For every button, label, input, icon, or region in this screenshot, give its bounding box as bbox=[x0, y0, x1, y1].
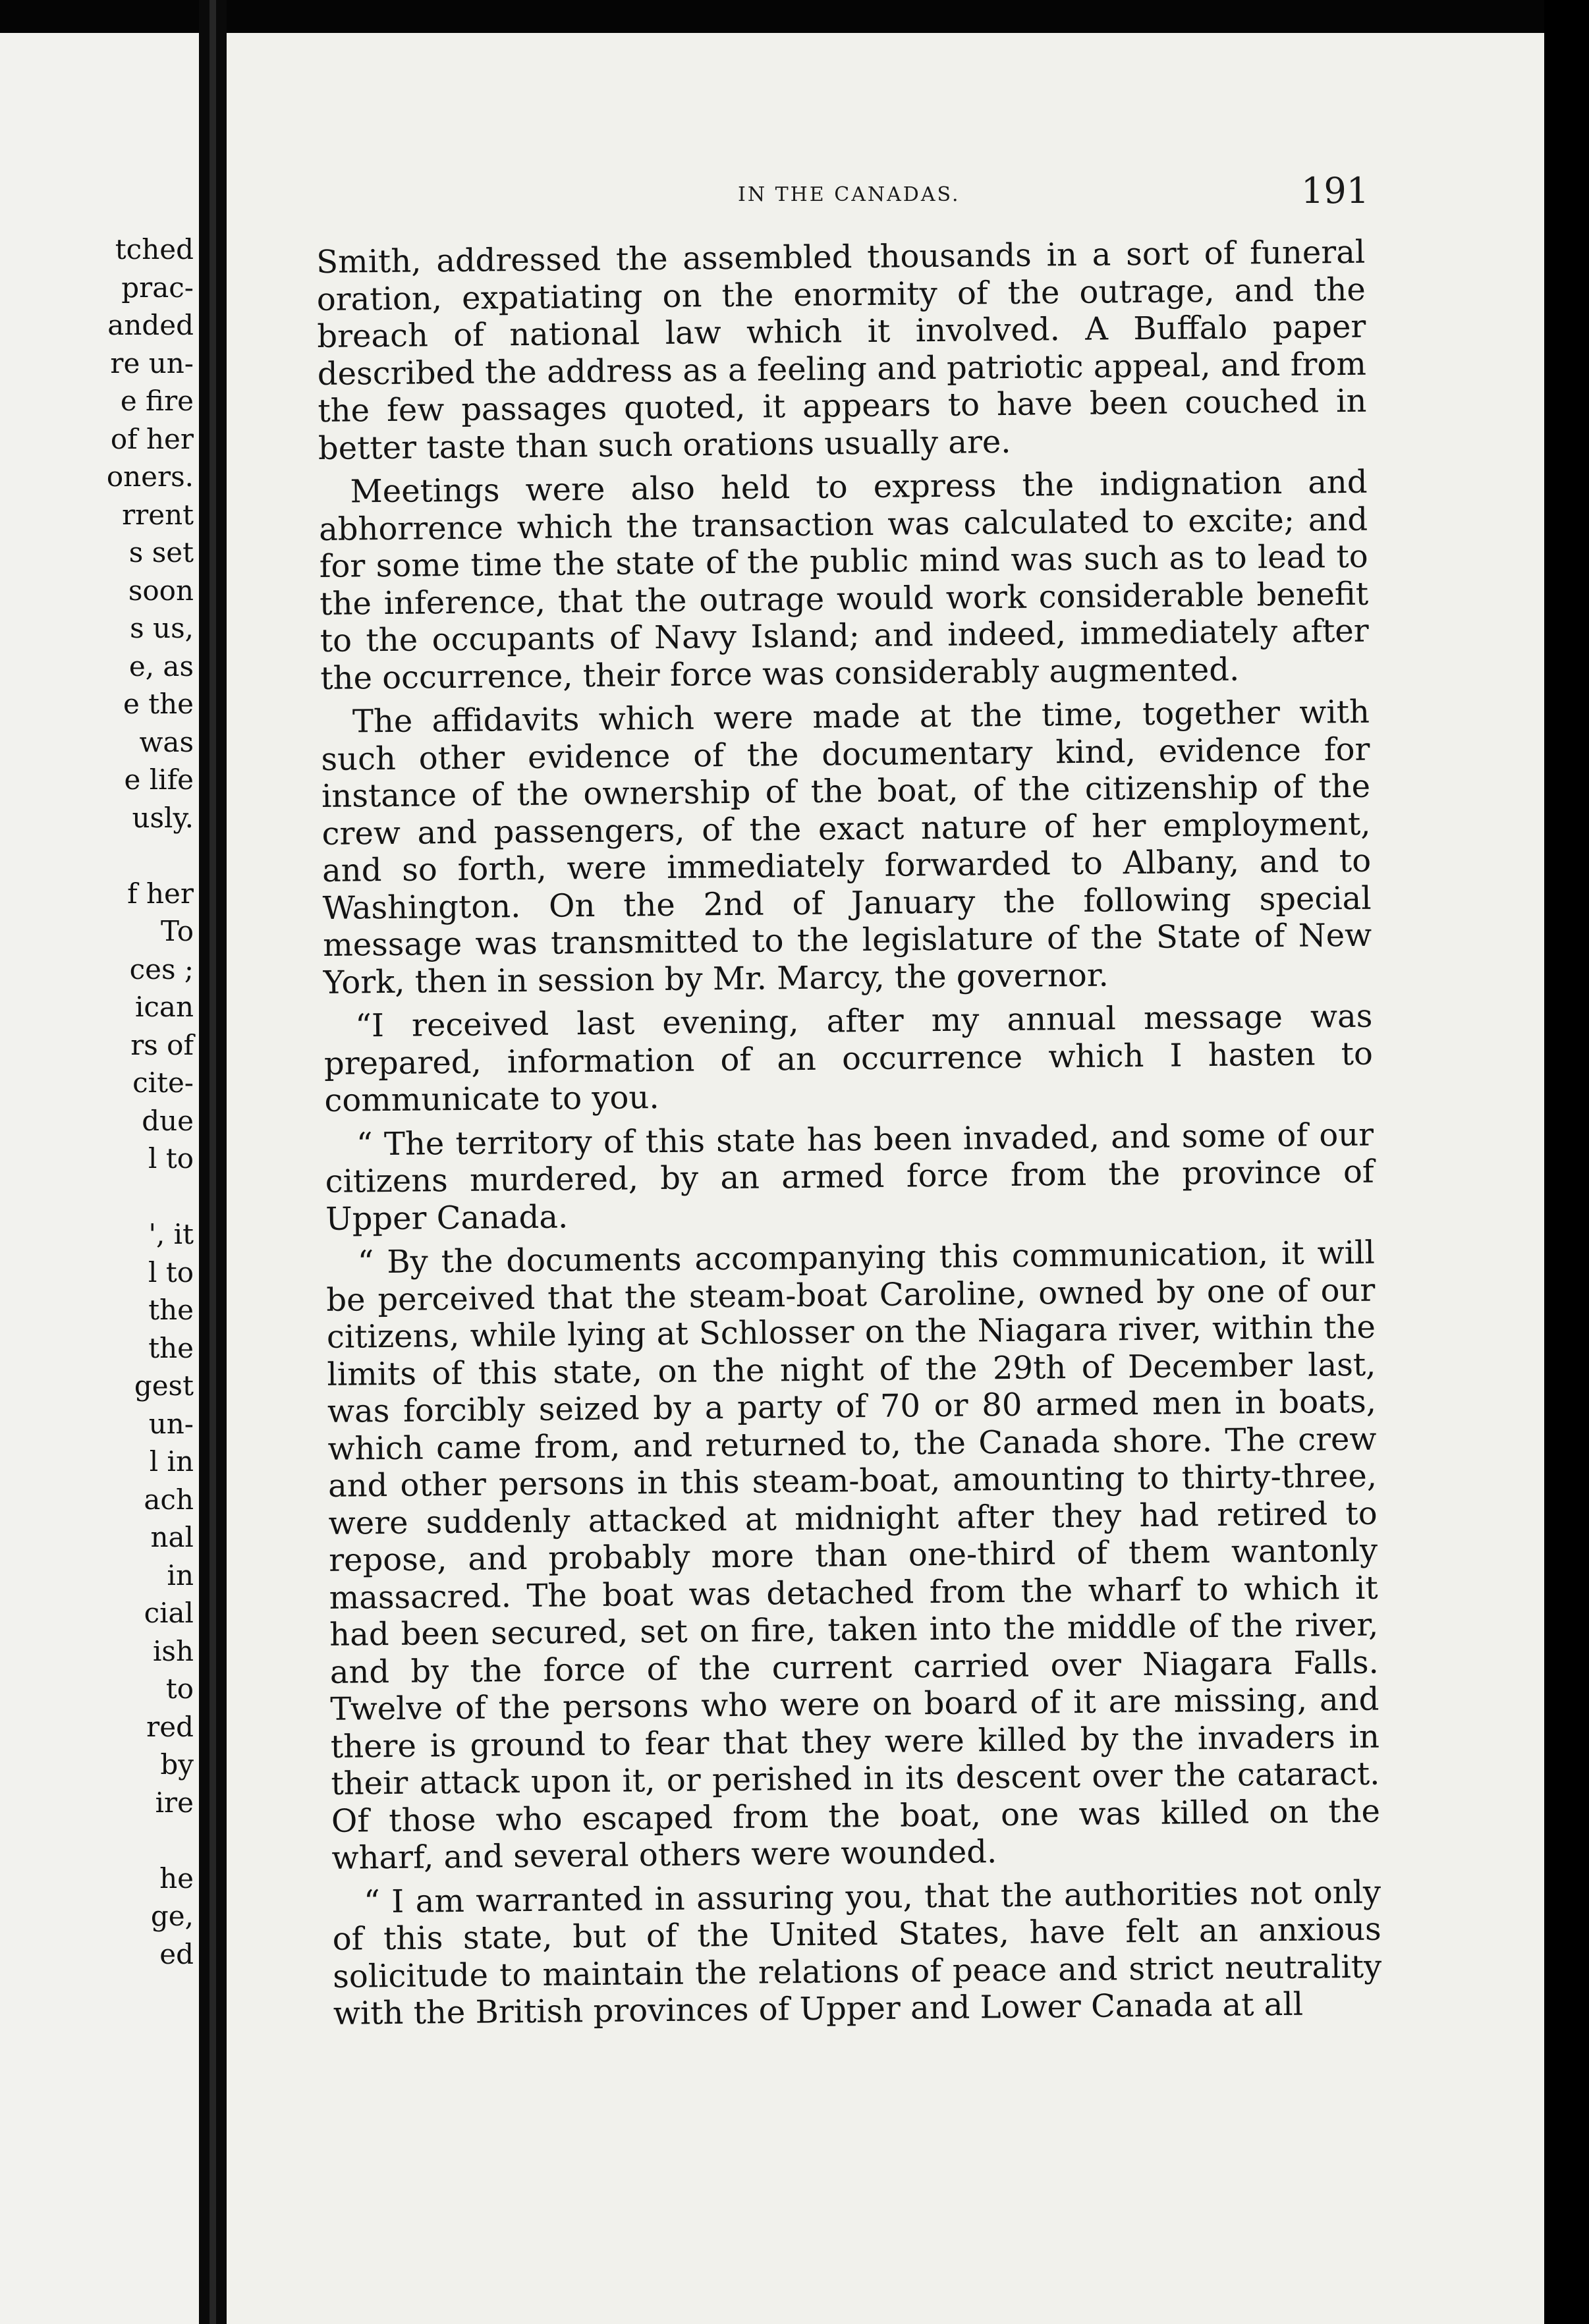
previous-page-line-fragment: in bbox=[167, 1559, 194, 1591]
previous-page-line-fragment: ish bbox=[152, 1634, 194, 1667]
previous-page-line-fragment: s set bbox=[128, 536, 194, 568]
body-paragraph: “I received last evening, after my annual message was prepared, information of an occurrence which I hasten to communicate to you. bbox=[323, 997, 1374, 1119]
previous-page-line-fragment: ach bbox=[144, 1483, 194, 1516]
previous-page-line-fragment: To bbox=[160, 915, 194, 947]
previous-page-line-fragment bbox=[3, 837, 194, 875]
previous-page-line-fragment: soon bbox=[128, 574, 194, 607]
previous-page-line-fragment: cite- bbox=[132, 1066, 194, 1099]
previous-page-line-fragment: e the bbox=[123, 688, 194, 720]
previous-page-line-fragment: e fire bbox=[120, 385, 194, 417]
previous-page-edge bbox=[0, 33, 199, 2324]
previous-page-line-fragment: the bbox=[148, 1331, 194, 1364]
previous-page-text-fragments bbox=[3, 231, 194, 1973]
previous-page-line-fragment: e life bbox=[124, 763, 194, 796]
previous-page-line-fragment: l in bbox=[149, 1445, 194, 1478]
previous-page-line-fragment: ican bbox=[134, 991, 194, 1023]
previous-page-line-fragment: ces ; bbox=[129, 953, 194, 985]
previous-page-line-fragment: prac- bbox=[121, 271, 194, 304]
body-paragraph: “ I am warranted in assuring you, that the authorities not only of this state, but of the United States, have felt an anxious solicitude to maintain the relations of peace and strict neutrality with the British provinces of Upper and Lower Canada at all bbox=[332, 1873, 1382, 2032]
previous-page-line-fragment: l to bbox=[148, 1142, 194, 1175]
previous-page-line-fragment: e, as bbox=[128, 650, 194, 682]
previous-page-line-fragment: l to bbox=[148, 1256, 194, 1288]
previous-page-line-fragment: by bbox=[160, 1748, 194, 1781]
previous-page-line-fragment: the bbox=[148, 1294, 194, 1326]
gutter-shadow bbox=[209, 0, 216, 2324]
previous-page-line-fragment: to bbox=[165, 1673, 194, 1705]
page-edge-shadow bbox=[1544, 0, 1589, 2324]
previous-page-line-fragment: of her bbox=[110, 422, 194, 455]
page-number: 191 bbox=[1301, 170, 1370, 211]
previous-page-line-fragment: tched bbox=[115, 233, 194, 265]
book-gutter bbox=[199, 0, 227, 2324]
running-head: IN THE CANADAS. bbox=[738, 183, 961, 206]
previous-page-line-fragment: cial bbox=[144, 1597, 194, 1629]
previous-page-line-fragment: due bbox=[142, 1104, 194, 1137]
body-paragraph: “ The territory of this state has been invaded, and some of our citizens murdered, by an armed force from the province of Upper Canada. bbox=[325, 1116, 1374, 1238]
previous-page-line-fragment: oners. bbox=[106, 460, 194, 493]
previous-page-line-fragment: ', it bbox=[148, 1218, 194, 1250]
page-body-text bbox=[316, 234, 1382, 2039]
previous-page-line-fragment: un- bbox=[148, 1407, 194, 1440]
body-paragraph: Meetings were also held to express the indignation and abhorrence which the transaction was calculated to excite; and for some time the state of the public mind was such as to lead to the inference, that the outrage would work considerable benefit to the occupants of Navy Island; and indeed, immediately after the occurrence, their force was considerably augmented. bbox=[318, 463, 1369, 697]
body-paragraph: The affidavits which were made at the time, together with such other evidence of the documentary kind, evidence for instance of the ownership of the boat, of the citizenship of the crew and passengers, of the exact nature of her employment, and so forth, were immediately forwarded to Albany, and to Washington. On the 2nd of January the following special message was transmitted to the legislature of the State of New York, then in session by Mr. Marcy, the governor. bbox=[321, 693, 1372, 1001]
previous-page-line-fragment: nal bbox=[150, 1521, 194, 1553]
body-paragraph: “ By the documents accompanying this communication, it will be perceived that the steam-boat Caroline, owned by one of our citizens, while lying at Schlosser on the Niagara river, within the limits of this state, on the night of the 29th of December last, was forcibly seized by a party of 70 or 80 armed men in boats, which came from, and returned to, the Canada shore. The crew and other persons in this steam-boat, amounting to thirty-three, were suddenly attacked at midnight after they had retired to repose, and probably more than one-third of them wantonly massacred. The boat was detached from the wharf to which it had been secured, set on fire, taken into the middle of the river, and by the force of the current carried over Niagara Falls. Twelve of the persons who were on board of it are missing, and there is ground to fear that they were killed by the invaders in their attack upon it, or perished in its descent over the cataract. Of those who escaped from the boat, one was killed on the wharf, and several others were wounded. bbox=[326, 1234, 1381, 1877]
previous-page-line-fragment: s us, bbox=[130, 612, 194, 644]
previous-page-line-fragment: ire bbox=[155, 1786, 194, 1819]
previous-page-line-fragment bbox=[3, 1821, 194, 1860]
previous-page-line-fragment: gest bbox=[134, 1370, 194, 1402]
previous-page-line-fragment: was bbox=[139, 725, 194, 758]
previous-page-line-fragment: ge, bbox=[150, 1900, 194, 1932]
previous-page-line-fragment: rrent bbox=[122, 498, 194, 531]
previous-page-line-fragment: ed bbox=[159, 1937, 194, 1970]
body-paragraph: Smith, addressed the assembled thousands in a sort of funeral oration, expatiating on the enormity of the outrage, and the breach of national law which it involved. A Buffalo paper described the address as a feeling and patriotic appeal, and from the few passages quoted, it appears to have been couched in better taste than such orations usually are. bbox=[316, 233, 1367, 467]
previous-page-line-fragment: usly. bbox=[132, 801, 194, 834]
previous-page-line-fragment: he bbox=[159, 1862, 194, 1895]
previous-page-line-fragment: re un- bbox=[110, 346, 194, 379]
previous-page-line-fragment: red bbox=[146, 1710, 194, 1743]
previous-page-line-fragment: rs of bbox=[130, 1028, 194, 1061]
previous-page-line-fragment: f her bbox=[127, 877, 194, 910]
previous-page-line-fragment: anded bbox=[107, 309, 194, 341]
previous-page-line-fragment bbox=[3, 1178, 194, 1216]
